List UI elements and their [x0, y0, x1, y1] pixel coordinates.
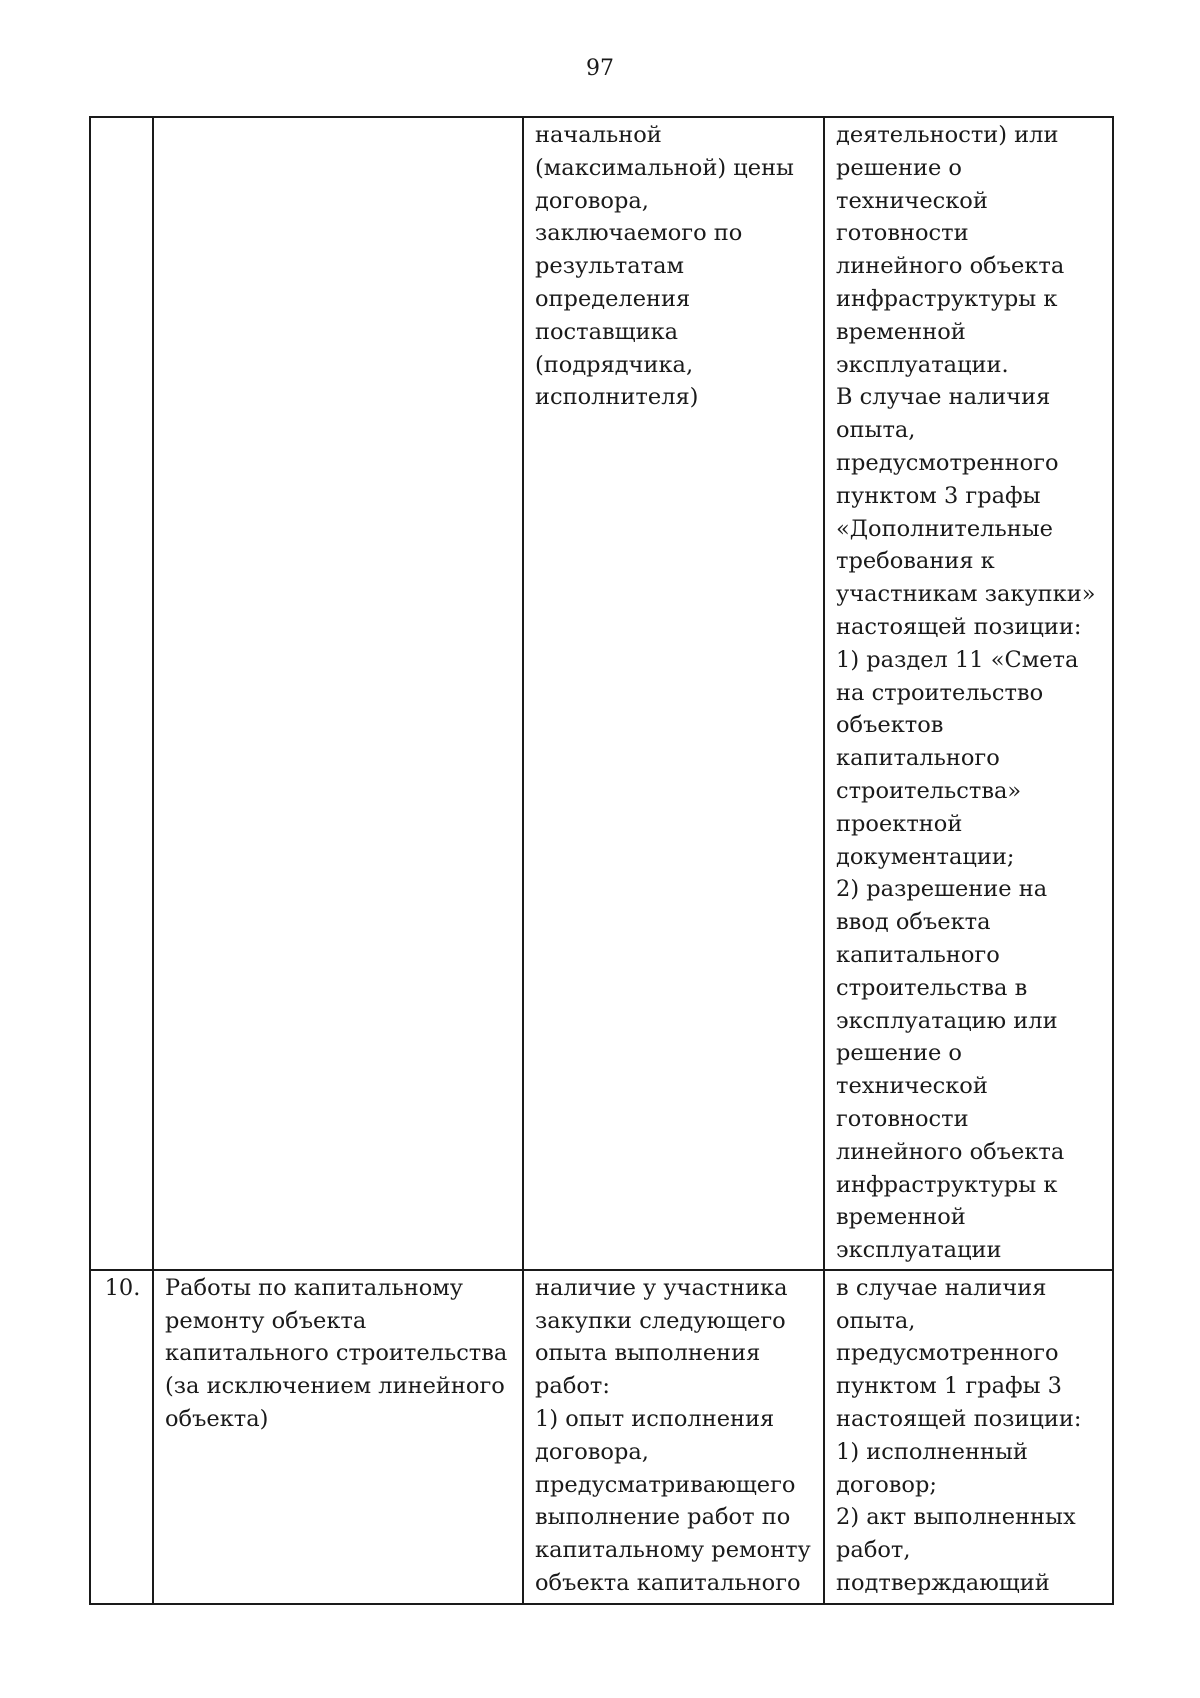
work-name-cell [153, 117, 523, 1270]
work-name-cell: Работы по капитальному ремонту объекта капитального строительства (за исключением линейного объекта) [153, 1270, 523, 1604]
page-number: 97 [586, 56, 614, 81]
table-row [90, 1270, 1113, 1604]
requirement-cell: наличие у участника закупки следующего опыта выполнения работ: 1) опыт исполнения договора, предусматривающего выполнение работ по капитальному ремонту объекта капитального [523, 1270, 824, 1604]
requirements-table [89, 116, 1114, 1605]
documents-cell: в случае наличия опыта, предусмотренного пунктом 1 графы 3 настоящей позиции: 1) исполненный договор; 2) акт выполненных работ, подтверждающий [824, 1270, 1113, 1604]
table-row [90, 117, 1113, 1270]
requirement-cell: начальной (максимальной) цены договора, заключаемого по результатам определения поставщика (подрядчика, исполнителя) [523, 117, 824, 1270]
row-number-cell: 10. [90, 1270, 153, 1604]
documents-cell: деятельности) или решение о технической готовности линейного объекта инфраструктуры к временной эксплуатации. В случае наличия опыта, предусмотренного пунктом 3 графы «Дополнительные требования к участникам закупки» настоящей позиции: 1) раздел 11 «Смета на строительство объектов капитального строительства» проектной документации; 2) разрешение на ввод объекта капитального строительства в эксплуатацию или решение о технической готовности линейного объекта инфраструктуры к временной эксплуатации [824, 117, 1113, 1270]
row-number-cell [90, 117, 153, 1270]
